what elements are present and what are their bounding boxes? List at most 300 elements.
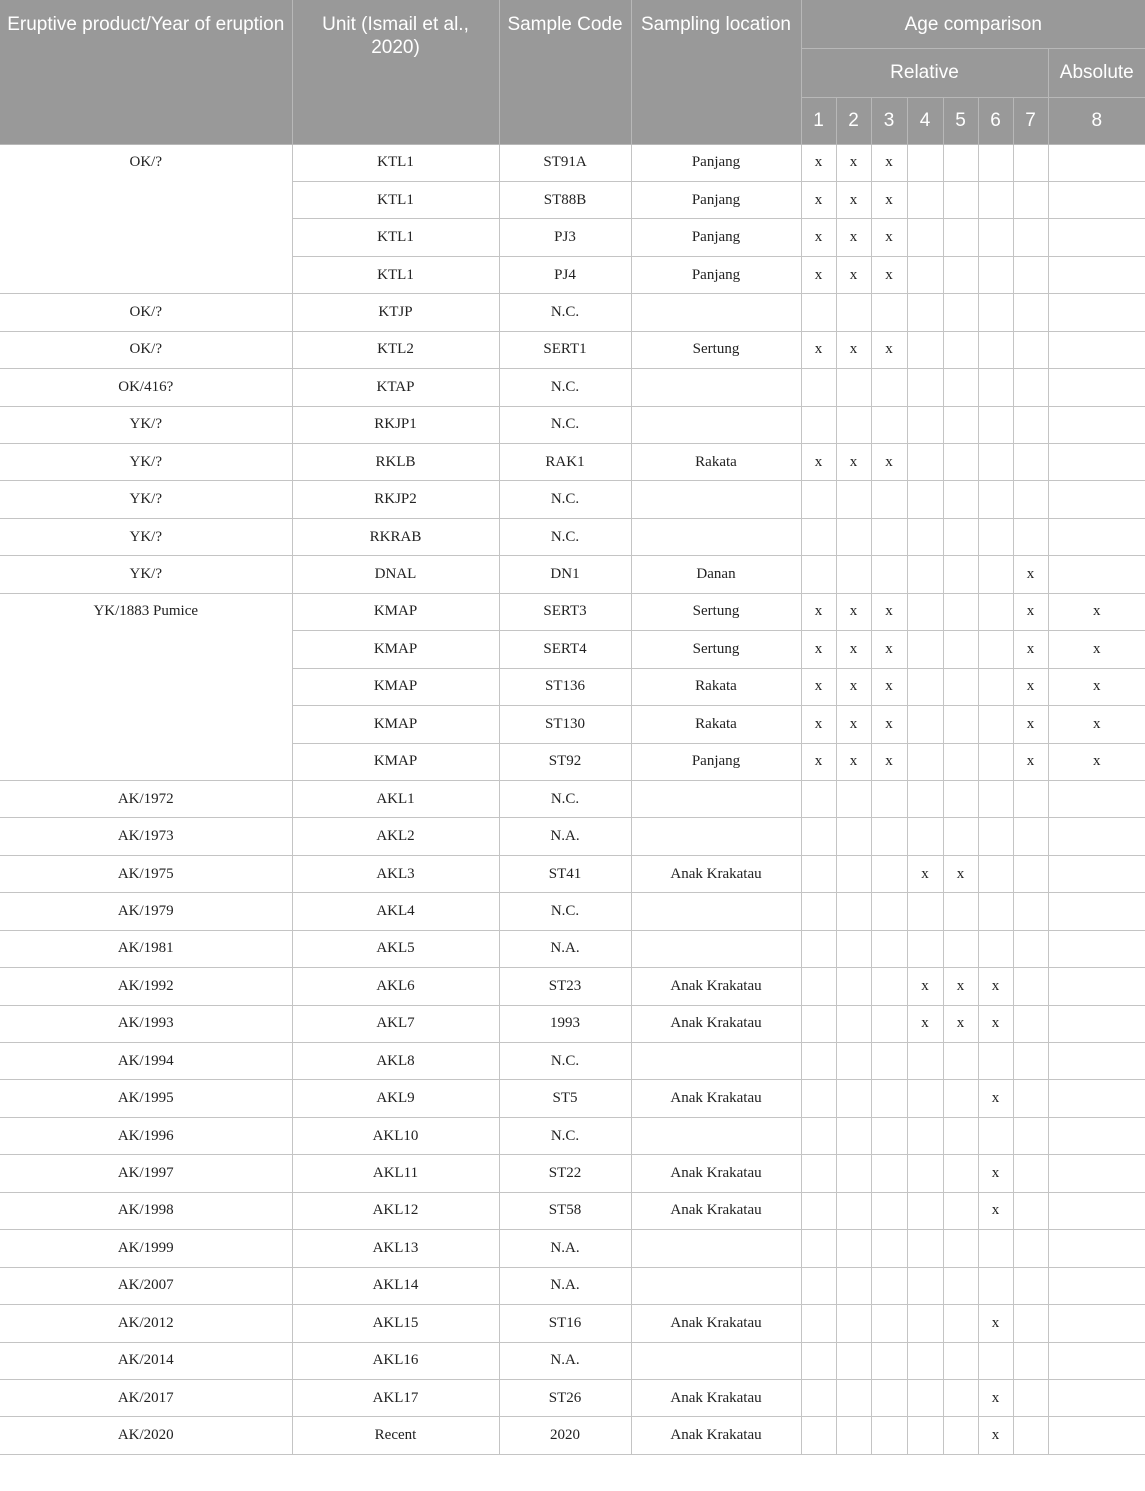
cell-age-mark-1 [801,406,836,443]
cell-age-mark-7 [1013,1080,1048,1117]
cell-age-mark-4 [907,1155,943,1192]
cell-age-mark-1 [801,1117,836,1154]
cell-age-mark-8 [1048,1305,1145,1342]
cell-unit: RKRAB [292,518,499,555]
cell-unit: Recent [292,1417,499,1454]
cell-age-mark-3 [871,369,907,406]
cell-age-mark-8 [1048,1230,1145,1267]
cell-unit: RKLB [292,444,499,481]
cell-age-mark-6 [978,780,1013,817]
cell-age-mark-7: x [1013,706,1048,743]
cell-age-mark-2: x [836,631,871,668]
cell-age-mark-5 [943,1155,978,1192]
cell-age-mark-3: x [871,593,907,630]
cell-sampling-location: Panjang [631,219,801,256]
cell-sampling-location: Anak Krakatau [631,1379,801,1416]
cell-age-mark-4 [907,818,943,855]
cell-age-mark-8: x [1048,706,1145,743]
header-num-3: 3 [871,97,907,144]
cell-sampling-location [631,818,801,855]
cell-age-mark-8 [1048,1043,1145,1080]
header-age-comparison: Age comparison [801,0,1145,48]
cell-unit: AKL3 [292,855,499,892]
table-row [0,1379,1145,1416]
cell-eruptive-product: AK/2020 [0,1417,292,1454]
cell-age-mark-8 [1048,1155,1145,1192]
cell-age-mark-3 [871,1005,907,1042]
cell-sample-code: SERT3 [499,593,631,630]
cell-age-mark-5 [943,556,978,593]
table-row [0,593,1145,630]
cell-age-mark-4 [907,1305,943,1342]
cell-age-mark-3 [871,1230,907,1267]
cell-unit: KTJP [292,294,499,331]
cell-age-mark-2 [836,893,871,930]
cell-age-mark-3 [871,481,907,518]
cell-sample-code: ST88B [499,181,631,218]
cell-age-mark-7 [1013,369,1048,406]
cell-unit: KMAP [292,593,499,630]
cell-age-mark-1 [801,1267,836,1304]
table-row [0,406,1145,443]
cell-age-mark-6 [978,144,1013,181]
cell-age-mark-3 [871,294,907,331]
cell-sample-code: ST41 [499,855,631,892]
cell-sample-code: DN1 [499,556,631,593]
cell-age-mark-4: x [907,855,943,892]
cell-eruptive-product: YK/? [0,444,292,481]
cell-age-mark-7 [1013,256,1048,293]
cell-unit: KMAP [292,743,499,780]
cell-age-mark-7: x [1013,631,1048,668]
table-row [0,1117,1145,1154]
cell-sampling-location [631,406,801,443]
cell-age-mark-1 [801,294,836,331]
cell-age-mark-3: x [871,743,907,780]
cell-age-mark-6 [978,219,1013,256]
cell-age-mark-6 [978,1230,1013,1267]
table-row [0,855,1145,892]
cell-eruptive-product: OK/? [0,331,292,368]
cell-age-mark-7 [1013,1305,1048,1342]
cell-age-mark-1: x [801,256,836,293]
cell-age-mark-2 [836,1342,871,1379]
cell-age-mark-1 [801,1305,836,1342]
cell-age-mark-2 [836,968,871,1005]
cell-sample-code: ST58 [499,1192,631,1229]
cell-sampling-location [631,481,801,518]
cell-age-mark-8 [1048,780,1145,817]
cell-age-mark-7 [1013,930,1048,967]
cell-age-mark-1 [801,1342,836,1379]
cell-eruptive-product: AK/2012 [0,1305,292,1342]
cell-age-mark-5 [943,144,978,181]
cell-age-mark-1 [801,1043,836,1080]
cell-age-mark-3 [871,518,907,555]
cell-age-mark-6: x [978,1155,1013,1192]
cell-age-mark-2: x [836,743,871,780]
cell-age-mark-3 [871,968,907,1005]
cell-sample-code: ST16 [499,1305,631,1342]
cell-age-mark-1: x [801,743,836,780]
cell-sampling-location: Anak Krakatau [631,1417,801,1454]
cell-age-mark-4 [907,1043,943,1080]
cell-age-mark-4 [907,406,943,443]
cell-age-mark-1: x [801,593,836,630]
cell-unit: AKL9 [292,1080,499,1117]
cell-sample-code: ST5 [499,1080,631,1117]
cell-eruptive-product: YK/? [0,481,292,518]
cell-age-mark-4 [907,181,943,218]
cell-age-mark-5 [943,1080,978,1117]
cell-age-mark-5 [943,369,978,406]
cell-unit: KTL2 [292,331,499,368]
cell-age-mark-6 [978,481,1013,518]
cell-eruptive-product: OK/416? [0,369,292,406]
table-row [0,1005,1145,1042]
cell-sample-code: ST136 [499,668,631,705]
cell-age-mark-7: x [1013,668,1048,705]
cell-sampling-location [631,294,801,331]
cell-age-mark-3: x [871,144,907,181]
cell-age-mark-8 [1048,556,1145,593]
cell-age-mark-3 [871,855,907,892]
cell-sampling-location: Panjang [631,144,801,181]
cell-age-mark-6 [978,518,1013,555]
cell-sampling-location: Anak Krakatau [631,1192,801,1229]
cell-sampling-location: Anak Krakatau [631,1005,801,1042]
cell-age-mark-2 [836,1080,871,1117]
table-row [0,444,1145,481]
cell-sample-code: ST92 [499,743,631,780]
cell-age-mark-3 [871,1155,907,1192]
header-num-6: 6 [978,97,1013,144]
cell-age-mark-5 [943,1117,978,1154]
cell-age-mark-8 [1048,1342,1145,1379]
cell-age-mark-7 [1013,481,1048,518]
cell-age-mark-7: x [1013,593,1048,630]
cell-sample-code: N.A. [499,818,631,855]
cell-sampling-location [631,518,801,555]
cell-sample-code: N.C. [499,1043,631,1080]
cell-eruptive-product: OK/? [0,294,292,331]
cell-age-mark-1 [801,481,836,518]
table-row [0,1417,1145,1454]
table-row [0,893,1145,930]
header-absolute: Absolute [1048,48,1145,97]
cell-age-mark-7 [1013,294,1048,331]
cell-sample-code: ST130 [499,706,631,743]
cell-eruptive-product: AK/2017 [0,1379,292,1416]
cell-sampling-location [631,780,801,817]
cell-eruptive-product: OK/? [0,144,292,294]
cell-sample-code: RAK1 [499,444,631,481]
table-body [0,144,1145,1454]
cell-sampling-location: Anak Krakatau [631,1305,801,1342]
cell-unit: KTL1 [292,219,499,256]
cell-unit: AKL4 [292,893,499,930]
cell-age-mark-6: x [978,1305,1013,1342]
cell-sampling-location [631,1267,801,1304]
cell-age-mark-8 [1048,1267,1145,1304]
cell-age-mark-7 [1013,1267,1048,1304]
cell-age-mark-5 [943,780,978,817]
cell-age-mark-6 [978,855,1013,892]
cell-age-mark-3 [871,893,907,930]
cell-unit: AKL15 [292,1305,499,1342]
cell-age-mark-8: x [1048,743,1145,780]
cell-sample-code: ST26 [499,1379,631,1416]
cell-sampling-location: Panjang [631,743,801,780]
cell-age-mark-5 [943,481,978,518]
cell-eruptive-product: AK/1996 [0,1117,292,1154]
cell-age-mark-5 [943,631,978,668]
header-num-5: 5 [943,97,978,144]
cell-age-mark-6: x [978,1005,1013,1042]
cell-age-mark-3 [871,780,907,817]
cell-age-mark-6 [978,294,1013,331]
cell-eruptive-product: AK/1994 [0,1043,292,1080]
table-row [0,1043,1145,1080]
table-row [0,930,1145,967]
cell-sampling-location: Panjang [631,181,801,218]
cell-age-mark-6: x [978,1417,1013,1454]
cell-age-mark-1: x [801,444,836,481]
cell-age-mark-7 [1013,893,1048,930]
cell-unit: AKL12 [292,1192,499,1229]
cell-age-mark-2 [836,406,871,443]
cell-age-mark-3 [871,1192,907,1229]
cell-age-mark-2 [836,1117,871,1154]
cell-age-mark-7 [1013,1155,1048,1192]
cell-age-mark-2 [836,818,871,855]
cell-sample-code: PJ3 [499,219,631,256]
cell-age-mark-4 [907,1192,943,1229]
cell-age-mark-5: x [943,968,978,1005]
cell-age-mark-8 [1048,855,1145,892]
cell-age-mark-3: x [871,181,907,218]
cell-age-mark-6 [978,369,1013,406]
header-num-2: 2 [836,97,871,144]
cell-age-mark-6 [978,893,1013,930]
cell-age-mark-5 [943,1043,978,1080]
cell-age-mark-7 [1013,518,1048,555]
cell-age-mark-5 [943,181,978,218]
cell-eruptive-product: AK/1973 [0,818,292,855]
cell-age-mark-8 [1048,331,1145,368]
cell-age-mark-6: x [978,968,1013,1005]
cell-sample-code: N.A. [499,1267,631,1304]
cell-age-mark-1 [801,968,836,1005]
cell-age-mark-3: x [871,444,907,481]
cell-age-mark-2: x [836,144,871,181]
cell-age-mark-1: x [801,144,836,181]
cell-unit: KMAP [292,631,499,668]
cell-age-mark-5 [943,818,978,855]
cell-sample-code: ST23 [499,968,631,1005]
cell-age-mark-8 [1048,481,1145,518]
cell-age-mark-3 [871,1342,907,1379]
cell-eruptive-product: YK/? [0,406,292,443]
cell-unit: AKL10 [292,1117,499,1154]
cell-age-mark-2 [836,930,871,967]
cell-sample-code: N.C. [499,406,631,443]
cell-age-mark-4 [907,930,943,967]
cell-age-mark-7 [1013,1043,1048,1080]
cell-age-mark-1 [801,1155,836,1192]
cell-age-mark-2 [836,1043,871,1080]
cell-sampling-location: Rakata [631,706,801,743]
cell-age-mark-6 [978,706,1013,743]
cell-age-mark-6 [978,1267,1013,1304]
cell-age-mark-2: x [836,256,871,293]
cell-age-mark-2 [836,1305,871,1342]
cell-age-mark-2 [836,294,871,331]
cell-age-mark-5 [943,706,978,743]
cell-age-mark-7 [1013,181,1048,218]
cell-age-mark-4 [907,518,943,555]
header-eruptive-product: Eruptive product/Year of eruption [0,0,292,144]
cell-unit: RKJP1 [292,406,499,443]
cell-age-mark-6 [978,444,1013,481]
cell-sample-code: N.C. [499,369,631,406]
cell-eruptive-product: AK/1992 [0,968,292,1005]
cell-eruptive-product: AK/1995 [0,1080,292,1117]
cell-age-mark-4 [907,444,943,481]
cell-age-mark-4 [907,1267,943,1304]
table-row [0,518,1145,555]
cell-sampling-location: Sertung [631,631,801,668]
cell-sampling-location [631,1342,801,1379]
table-row [0,1192,1145,1229]
cell-age-mark-1 [801,369,836,406]
cell-age-mark-4 [907,1379,943,1416]
cell-eruptive-product: AK/1997 [0,1155,292,1192]
cell-age-mark-7 [1013,331,1048,368]
cell-sample-code: N.C. [499,893,631,930]
cell-age-mark-5 [943,893,978,930]
cell-unit: AKL2 [292,818,499,855]
cell-sampling-location [631,1043,801,1080]
cell-unit: RKJP2 [292,481,499,518]
cell-age-mark-4 [907,593,943,630]
cell-age-mark-3 [871,556,907,593]
cell-age-mark-5 [943,331,978,368]
cell-age-mark-2 [836,1192,871,1229]
table-row [0,1267,1145,1304]
cell-unit: KTL1 [292,181,499,218]
cell-age-mark-7 [1013,968,1048,1005]
cell-unit: AKL1 [292,780,499,817]
cell-age-mark-3 [871,930,907,967]
cell-age-mark-8 [1048,144,1145,181]
cell-age-mark-1 [801,818,836,855]
table-row [0,1080,1145,1117]
cell-age-mark-2 [836,1417,871,1454]
cell-age-mark-5 [943,1267,978,1304]
cell-age-mark-4 [907,1117,943,1154]
cell-age-mark-7: x [1013,556,1048,593]
cell-age-mark-3: x [871,631,907,668]
cell-age-mark-8 [1048,219,1145,256]
cell-age-mark-2 [836,780,871,817]
cell-sample-code: PJ4 [499,256,631,293]
cell-age-mark-8 [1048,1417,1145,1454]
cell-age-mark-8 [1048,181,1145,218]
cell-age-mark-4 [907,219,943,256]
cell-age-mark-8: x [1048,593,1145,630]
cell-sample-code: N.A. [499,1342,631,1379]
header-num-7: 7 [1013,97,1048,144]
cell-age-mark-8 [1048,1117,1145,1154]
cell-sample-code: SERT1 [499,331,631,368]
cell-eruptive-product: AK/1979 [0,893,292,930]
cell-age-mark-1: x [801,706,836,743]
cell-age-mark-6 [978,593,1013,630]
cell-age-mark-5 [943,930,978,967]
cell-age-mark-6 [978,331,1013,368]
table-row [0,780,1145,817]
cell-age-mark-5 [943,406,978,443]
header-unit: Unit (Ismail et al., 2020) [292,0,499,144]
cell-age-mark-2: x [836,706,871,743]
cell-age-mark-8 [1048,930,1145,967]
cell-age-mark-6: x [978,1379,1013,1416]
cell-age-mark-8 [1048,1080,1145,1117]
cell-age-mark-7 [1013,818,1048,855]
cell-sampling-location: Sertung [631,593,801,630]
table-row [0,968,1145,1005]
table-row [0,331,1145,368]
header-sample-code: Sample Code [499,0,631,144]
cell-age-mark-4 [907,481,943,518]
cell-age-mark-1 [801,780,836,817]
table-row [0,1305,1145,1342]
cell-age-mark-2 [836,855,871,892]
cell-age-mark-1 [801,855,836,892]
cell-sample-code: N.C. [499,1117,631,1154]
cell-age-mark-5 [943,1305,978,1342]
cell-sample-code: N.A. [499,930,631,967]
cell-age-mark-6 [978,818,1013,855]
table-header [0,0,1145,144]
cell-age-mark-1: x [801,219,836,256]
header-num-8: 8 [1048,97,1145,144]
cell-age-mark-3 [871,1117,907,1154]
cell-unit: AKL7 [292,1005,499,1042]
cell-age-mark-5: x [943,855,978,892]
cell-age-mark-7 [1013,219,1048,256]
cell-age-mark-1 [801,1080,836,1117]
cell-age-mark-6: x [978,1080,1013,1117]
cell-age-mark-2 [836,1267,871,1304]
cell-unit: KTAP [292,369,499,406]
cell-unit: AKL13 [292,1230,499,1267]
cell-sampling-location: Danan [631,556,801,593]
cell-age-mark-1 [801,1417,836,1454]
cell-age-mark-4 [907,706,943,743]
cell-eruptive-product: AK/1972 [0,780,292,817]
cell-age-mark-8: x [1048,668,1145,705]
cell-age-mark-3 [871,1080,907,1117]
cell-eruptive-product: YK/? [0,518,292,555]
cell-eruptive-product: AK/2007 [0,1267,292,1304]
cell-age-mark-6 [978,181,1013,218]
cell-age-mark-7 [1013,855,1048,892]
cell-age-mark-6 [978,1043,1013,1080]
cell-age-mark-6 [978,743,1013,780]
cell-age-mark-1 [801,1379,836,1416]
